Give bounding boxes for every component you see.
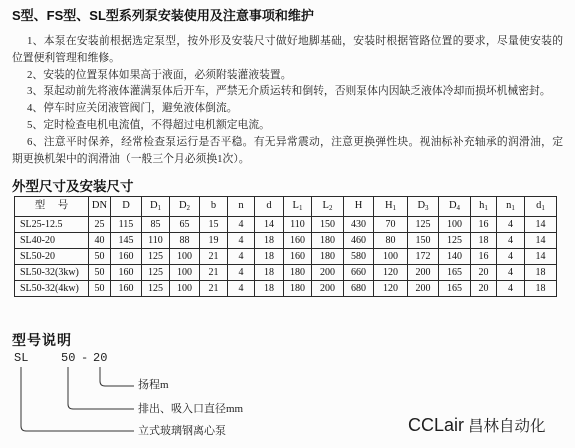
table-body <box>15 217 557 297</box>
table-cell: 110 <box>142 233 170 249</box>
table-cell: 180 <box>284 281 312 297</box>
table-header-cell <box>170 197 200 217</box>
table-header-cell <box>439 197 471 217</box>
table-cell: 100 <box>439 217 471 233</box>
table-cell: 50 <box>89 265 111 281</box>
note-item <box>12 83 563 100</box>
table-cell: 18 <box>525 265 557 281</box>
header-symbol: L <box>322 200 329 212</box>
table-cell: 165 <box>439 281 471 297</box>
header-subscript: 1 <box>541 204 545 213</box>
table-cell: 14 <box>525 249 557 265</box>
connector-line-series <box>21 367 134 431</box>
table-cell: 200 <box>312 265 344 281</box>
table-cell: 19 <box>200 233 228 249</box>
table-cell: 580 <box>344 249 374 265</box>
table-cell: 88 <box>170 233 200 249</box>
table-cell: 160 <box>111 265 142 281</box>
model-cell: SL50-32(4kw) <box>15 281 89 297</box>
table-cell: 125 <box>439 233 471 249</box>
connector-line-diameter <box>68 367 134 409</box>
table-cell: 18 <box>525 281 557 297</box>
table-header-cell <box>200 197 228 217</box>
table-header-cell <box>344 197 374 217</box>
note-line: 期更换机架中的润滑油（一般三个月必须换1次）。 <box>12 152 250 165</box>
table-header-cell <box>255 197 284 217</box>
table-cell: 200 <box>312 281 344 297</box>
table-cell: 4 <box>228 233 255 249</box>
header-symbol: b <box>210 200 217 212</box>
table-cell: 4 <box>228 281 255 297</box>
table-cell: 180 <box>312 233 344 249</box>
table-cell: 18 <box>471 233 497 249</box>
table-cell: 65 <box>170 217 200 233</box>
table-cell: 660 <box>344 265 374 281</box>
header-symbol: H <box>354 200 363 212</box>
table-header-cell <box>525 197 557 217</box>
table-cell: 100 <box>170 249 200 265</box>
header-subscript: 3 <box>425 204 429 213</box>
header-subscript: 1 <box>298 204 303 213</box>
header-subscript: 2 <box>328 204 333 213</box>
header-symbol: D <box>149 200 158 212</box>
table-cell: 100 <box>374 249 408 265</box>
table-cell: 21 <box>200 249 228 265</box>
table-cell: 160 <box>284 249 312 265</box>
table-cell: 120 <box>374 265 408 281</box>
table-cell: 150 <box>312 217 344 233</box>
table-cell: 120 <box>374 281 408 297</box>
table-cell: 4 <box>497 281 525 297</box>
table-cell: 4 <box>497 233 525 249</box>
note-item <box>12 67 563 84</box>
page-title: S型、FS型、SL型系列泵安装使用及注意事项和维护 <box>12 8 314 23</box>
header-symbol: D <box>122 200 130 212</box>
header-subscript: 2 <box>186 204 191 213</box>
table-cell: 160 <box>111 249 142 265</box>
table-cell: 18 <box>255 265 284 281</box>
header-symbol: d <box>266 200 272 212</box>
header-symbol: H <box>384 200 393 212</box>
model-code-series: SL <box>14 351 29 365</box>
header-symbol: d <box>536 200 542 212</box>
note-line: 1、本泵在安装前根据选定泵型，按外形及安装尺寸做好地脚基础，安装时根据管路位置的要求，尽量使安装的 <box>27 35 563 47</box>
note-line: 2、安装的位置泵体如果高于液面，必须附装灌液装置。 <box>27 68 292 81</box>
header-subscript: 1 <box>484 204 488 213</box>
table-cell: 50 <box>89 249 111 265</box>
table-cell: 145 <box>111 233 142 249</box>
table-cell: 4 <box>228 265 255 281</box>
table-header-cell <box>89 197 111 217</box>
table-cell: 85 <box>142 217 170 233</box>
dimensions-table <box>14 196 557 297</box>
table-row <box>15 265 557 281</box>
table-cell: 70 <box>374 217 408 233</box>
note-item <box>12 117 563 134</box>
table-cell: 4 <box>497 265 525 281</box>
model-code-connectors <box>0 360 140 440</box>
model-code-head: 20 <box>93 351 108 365</box>
note-item <box>12 100 563 117</box>
table-header-cell <box>471 197 497 217</box>
table-cell: 20 <box>471 281 497 297</box>
section-heading-model: 型号说明 <box>12 332 72 348</box>
note-line: 3、泵起动前先将液体灌满泵体后开车，严禁无介质运转和倒转，否则泵体内因缺乏液体冷却而损坏机械密封。 <box>27 85 551 98</box>
table-cell: 110 <box>284 217 312 233</box>
table-header-cell <box>312 197 344 217</box>
table-cell: 180 <box>312 249 344 265</box>
table-cell: 4 <box>497 249 525 265</box>
header-symbol: D <box>448 200 457 212</box>
table-cell: 14 <box>525 217 557 233</box>
table-cell: 14 <box>525 233 557 249</box>
header-symbol: h <box>479 200 485 212</box>
table-row <box>15 217 557 233</box>
table-cell: 172 <box>408 249 439 265</box>
table-header-row <box>15 197 557 217</box>
header-symbol: D <box>417 200 426 212</box>
model-code-dash: - <box>81 351 89 365</box>
table-cell: 40 <box>89 233 111 249</box>
table-row <box>15 249 557 265</box>
table-header-cell <box>374 197 408 217</box>
table-cell: 16 <box>471 217 497 233</box>
table-cell: 4 <box>228 217 255 233</box>
note-item <box>12 33 563 67</box>
table-cell: 50 <box>89 281 111 297</box>
table-cell: 125 <box>142 281 170 297</box>
table-header <box>15 197 557 217</box>
label-diameter: 排出、吸入口直径mm <box>138 403 244 415</box>
header-subscript: 1 <box>392 204 397 213</box>
table-cell: 100 <box>170 265 200 281</box>
table-cell: 125 <box>408 217 439 233</box>
table-cell: 460 <box>344 233 374 249</box>
note-line: 6、注意平时保养，经常检查泵运行是否平稳。有无异常震动，注意更换弹性块。视油标补充轴承的润滑油，定 <box>27 135 563 148</box>
table-cell: 200 <box>408 281 439 297</box>
connector-line-head <box>100 367 134 386</box>
table-cell: 115 <box>111 217 142 233</box>
table-cell: 125 <box>142 249 170 265</box>
table-cell: 20 <box>471 265 497 281</box>
watermark-chinese: 昌林自动化 <box>468 418 546 435</box>
model-code-diameter: 50 <box>61 351 76 365</box>
table-header-cell <box>497 197 525 217</box>
header-symbol: DN <box>91 200 108 212</box>
table-header-cell <box>284 197 312 217</box>
header-symbol: n <box>238 200 244 212</box>
table-cell: 430 <box>344 217 374 233</box>
table-cell: 100 <box>170 281 200 297</box>
model-cell: SL50-32(3kw) <box>15 265 89 281</box>
installation-notes <box>12 33 563 167</box>
table-cell: 165 <box>439 265 471 281</box>
table-cell: 160 <box>111 281 142 297</box>
table-header-cell <box>142 197 170 217</box>
table-cell: 200 <box>408 265 439 281</box>
table-cell: 140 <box>439 249 471 265</box>
note-line: 位置便利管理和维修。 <box>12 51 120 64</box>
header-subscript: 1 <box>157 204 162 213</box>
table-cell: 680 <box>344 281 374 297</box>
model-cell: SL50-20 <box>15 249 89 265</box>
table-cell: 14 <box>255 217 284 233</box>
table-header-cell <box>15 197 89 217</box>
table-cell: 18 <box>255 233 284 249</box>
note-line: 5、定时检查电机电流值，不得超过电机额定电流。 <box>27 118 270 131</box>
note-item <box>12 134 563 168</box>
table-cell: 160 <box>284 233 312 249</box>
model-cell: SL25-12.5 <box>15 217 89 233</box>
section-heading-dimensions: 外型尺寸及安装尺寸 <box>12 179 134 194</box>
header-symbol: L <box>292 200 299 212</box>
table-cell: 125 <box>142 265 170 281</box>
table-header-cell <box>408 197 439 217</box>
table-row <box>15 281 557 297</box>
table-cell: 21 <box>200 281 228 297</box>
model-cell: SL40-20 <box>15 233 89 249</box>
table-cell: 18 <box>255 281 284 297</box>
label-series: 立式玻璃钢离心泵 <box>138 425 226 437</box>
table-cell: 15 <box>200 217 228 233</box>
table-header-cell <box>111 197 142 217</box>
table-cell: 80 <box>374 233 408 249</box>
table-row <box>15 233 557 249</box>
table-cell: 16 <box>471 249 497 265</box>
label-head: 扬程m <box>138 379 169 391</box>
header-subscript: 4 <box>456 204 461 213</box>
table-header-cell <box>228 197 255 217</box>
header-subscript: 1 <box>511 204 515 213</box>
watermark-latin: CCLair <box>408 415 465 435</box>
watermark-logo <box>408 414 546 436</box>
table-cell: 4 <box>228 249 255 265</box>
header-symbol: n <box>506 200 512 212</box>
header-symbol: 型 号 <box>34 200 69 212</box>
table-cell: 18 <box>255 249 284 265</box>
table-cell: 21 <box>200 265 228 281</box>
table-cell: 150 <box>408 233 439 249</box>
table-cell: 25 <box>89 217 111 233</box>
header-symbol: D <box>178 200 187 212</box>
note-line: 4、停车时应关闭液管阀门，避免液体倒流。 <box>27 102 238 115</box>
table-cell: 4 <box>497 217 525 233</box>
table-cell: 180 <box>284 265 312 281</box>
